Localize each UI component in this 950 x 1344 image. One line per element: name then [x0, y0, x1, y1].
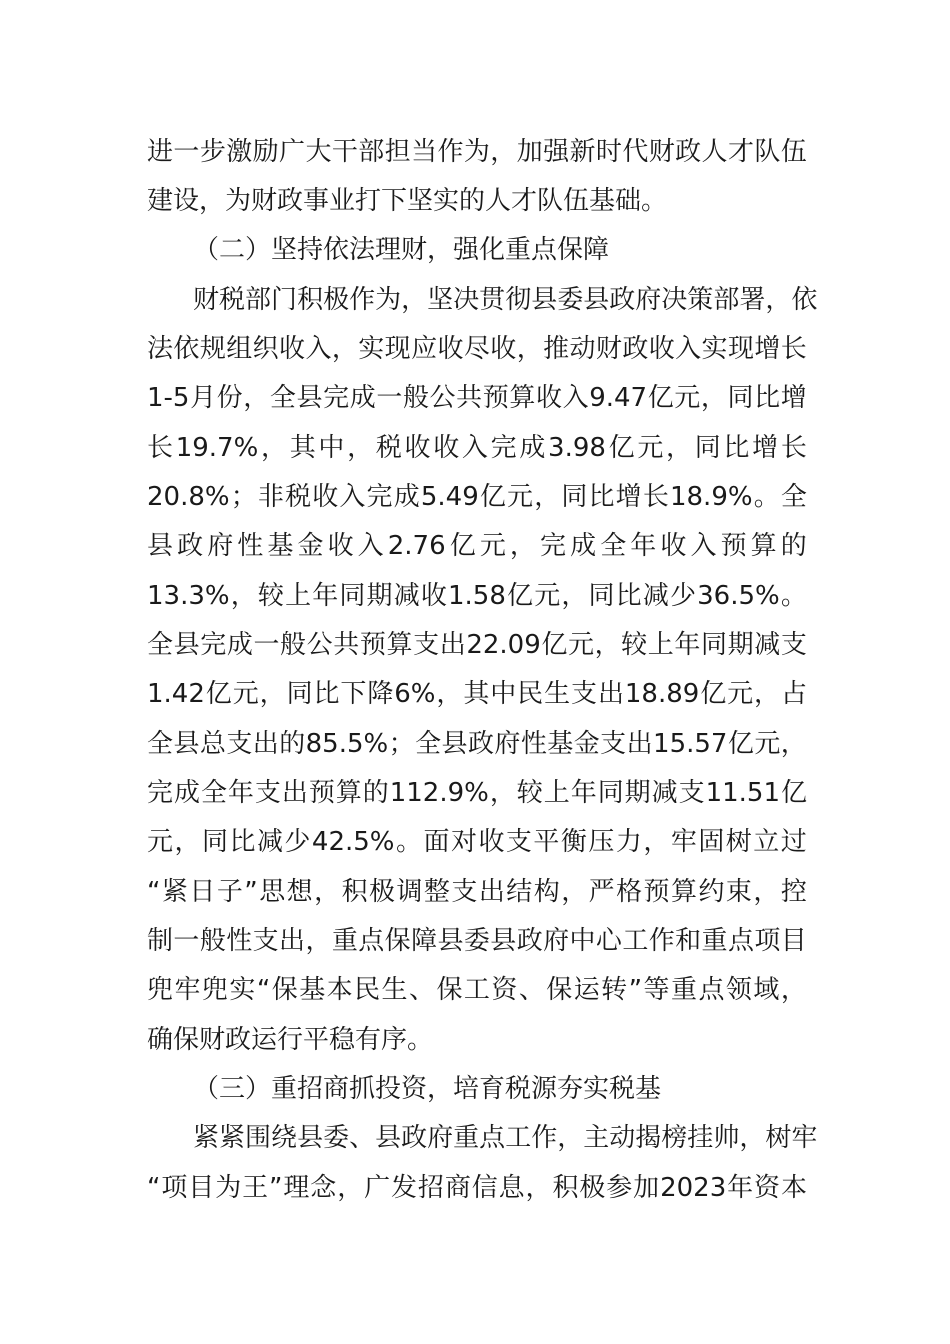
text-line: 确保财政运行平稳有序。: [147, 1025, 434, 1055]
text-line: “ 紧 日 子 ” 思 想 ， 积 极 调 整 支 出 结 构 ， 严 格 预 算 约 束 ， 控: [147, 877, 807, 907]
text-line: 13.3% ， 较 上 年 同 期 减 收 1.58 亿 元 ， 同 比 减 少 36.5% 。: [147, 581, 807, 611]
text-line: 财 税 部 门 积 极 作 为 ， 坚 决 贯 彻 县 委 县 政 府 决 策 部 署 ， 依: [193, 285, 818, 315]
text-line: 制 一 般 性 支 出 ， 重 点 保 障 县 委 县 政 府 中 心 工 作 和 重 点 项 目: [147, 926, 807, 956]
text-line: 进 一 步 激 励 广 大 干 部 担 当 作 为 ， 加 强 新 时 代 财 政 人 才 队 伍: [147, 137, 807, 167]
text-line: 兜 牢 兜 实 “ 保 基 本 民 生 、 保 工 资 、 保 运 转 ” 等 重 点 领 域 ，: [147, 975, 807, 1005]
text-line: 紧 紧 围 绕 县 委 、 县 政 府 重 点 工 作 ， 主 动 揭 榜 挂 帅 ， 树 牢: [193, 1123, 818, 1153]
text-line: 法 依 规 组 织 收 入 ， 实 现 应 收 尽 收 ， 推 动 财 政 收 入 实 现 增 长: [147, 334, 807, 364]
text-line: 县 政 府 性 基 金 收 入 2.76 亿 元 ， 完 成 全 年 收 入 预 算 的: [147, 531, 807, 561]
section-heading: （二）坚持依法理财，强化重点保障: [193, 235, 610, 265]
text-line: 建设，为财政事业打下坚实的人才队伍基础。: [147, 186, 668, 216]
text-line: 完 成 全 年 支 出 预 算 的 112.9% ， 较 上 年 同 期 减 支 11.51 亿: [147, 778, 807, 808]
text-line: 全 县 完 成 一 般 公 共 预 算 支 出 22.09 亿 元 ， 较 上 年 同 期 减 支: [147, 630, 807, 660]
text-line: 1.42 亿 元 ， 同 比 下 降 6% ， 其 中 民 生 支 出 18.89 亿 元 ， 占: [147, 679, 807, 709]
section-heading: （三）重招商抓投资，培育税源夯实税基: [193, 1074, 662, 1104]
text-line: 元 ， 同 比 减 少 42.5% 。 面 对 收 支 平 衡 压 力 ， 牢 固 树 立 过: [147, 827, 807, 857]
text-line: “ 项 目 为 王 ” 理 念 ， 广 发 招 商 信 息 ， 积 极 参 加 2023 年 资 本: [147, 1173, 807, 1203]
text-line: 1-5 月 份 ， 全 县 完 成 一 般 公 共 预 算 收 入 9.47 亿 元 ， 同 比 增: [147, 383, 807, 413]
text-line: 全 县 总 支 出 的 85.5% ； 全 县 政 府 性 基 金 支 出 15.57 亿 元 ，: [147, 729, 807, 759]
text-line: 20.8% ； 非 税 收 入 完 成 5.49 亿 元 ， 同 比 增 长 18.9% 。 全: [147, 482, 807, 512]
text-line: 长 19.7% ， 其 中 ， 税 收 收 入 完 成 3.98 亿 元 ， 同 比 增 长: [147, 433, 807, 463]
